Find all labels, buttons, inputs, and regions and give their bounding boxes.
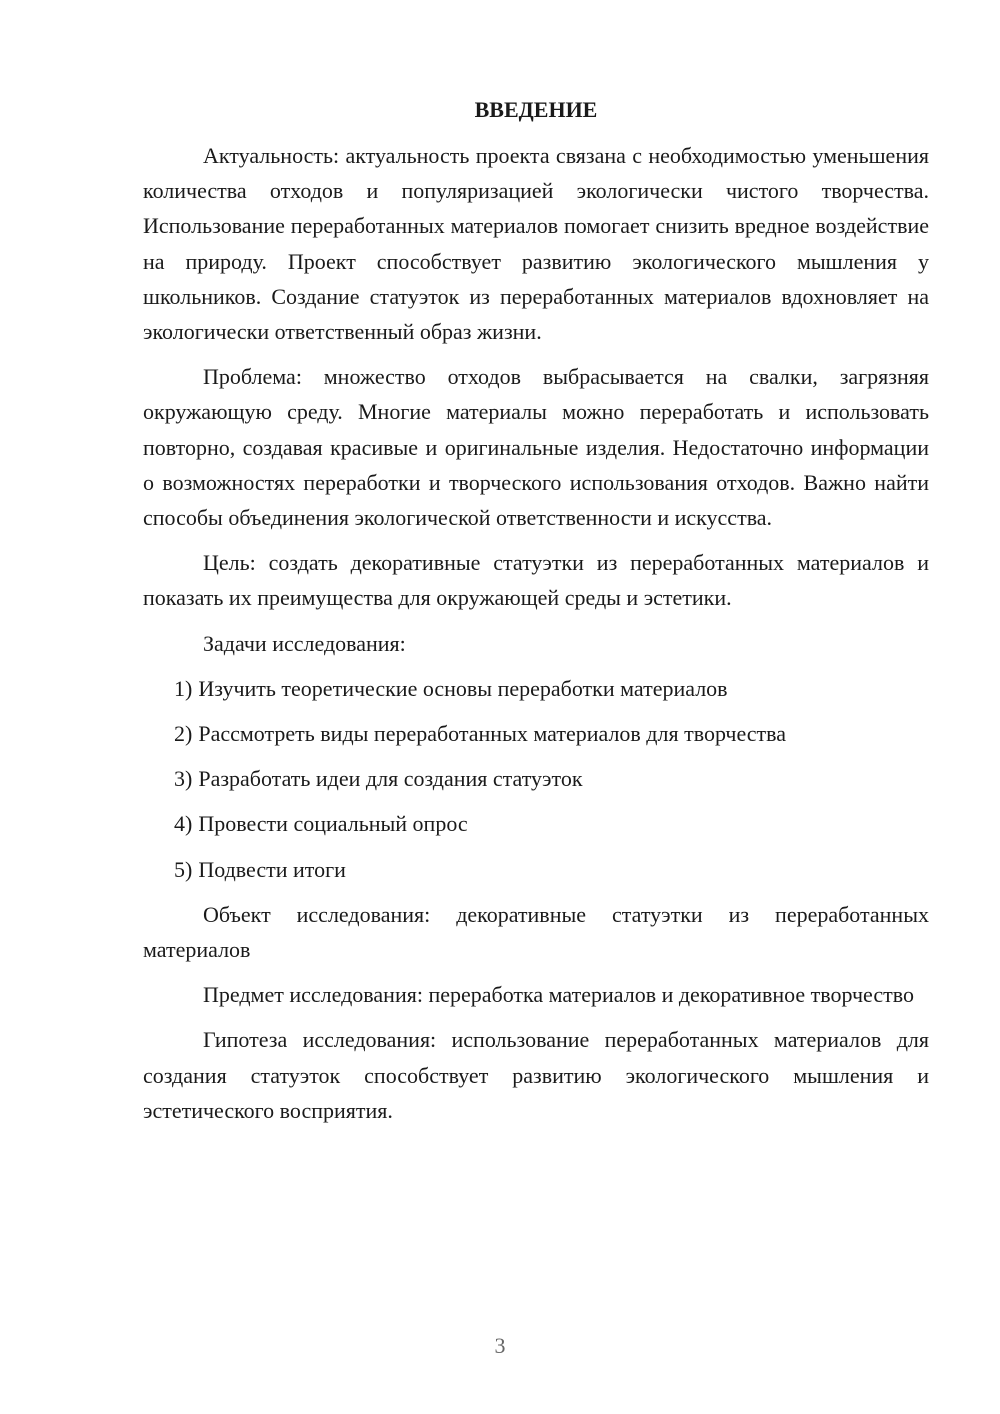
paragraph-goal: Цель: создать декоративные статуэтки из переработанных материалов и показать их преимущества для окружающей среды и эстетики. bbox=[143, 550, 929, 611]
task-text: Изучить теоретические основы переработки материалов bbox=[198, 675, 728, 701]
page-content bbox=[143, 95, 929, 1138]
paragraph-relevance: Актуальность: актуальность проекта связана с необходимостью уменьшения количества отходов и популяризацией экологически чистого творчества. Использование переработанных материалов помогает снизить вредное воздействие на природу. Проект способствует развитию экологического мышления у школьников. Создание статуэток из переработанных материалов вдохновляет на экологически ответственный образ жизни. bbox=[143, 143, 929, 345]
task-item bbox=[143, 852, 929, 887]
task-number: 4) bbox=[174, 811, 193, 837]
page-number: 3 bbox=[494, 1333, 506, 1358]
task-item bbox=[143, 671, 929, 706]
task-item bbox=[143, 806, 929, 841]
task-list bbox=[143, 671, 929, 887]
tasks-heading: Задачи исследования: bbox=[203, 630, 406, 656]
section-title: ВВЕДЕНИЕ bbox=[474, 97, 598, 122]
task-item bbox=[143, 761, 929, 796]
task-text: Провести социальный опрос bbox=[198, 811, 468, 837]
task-text: Разработать идеи для создания статуэток bbox=[198, 766, 583, 792]
paragraph-subject: Предмет исследования: переработка материалов и декоративное творчество bbox=[203, 982, 914, 1008]
paragraph-hypothesis: Гипотеза исследования: использование переработанных материалов для создания статуэток способствует развитию экологического мышления и эстетического восприятия. bbox=[143, 1027, 929, 1123]
task-number: 2) bbox=[174, 721, 193, 747]
task-number: 5) bbox=[174, 856, 193, 882]
task-text: Подвести итоги bbox=[198, 856, 346, 882]
task-text: Рассмотреть виды переработанных материалов для творчества bbox=[198, 721, 787, 747]
paragraph-object: Объект исследования: декоративные статуэтки из переработанных материалов bbox=[143, 901, 929, 963]
task-number: 3) bbox=[174, 766, 193, 792]
task-number: 1) bbox=[174, 675, 193, 701]
task-item bbox=[143, 716, 929, 751]
paragraph-problem: Проблема: множество отходов выбрасывается на свалки, загрязняя окружающую среду. Многие материалы можно переработать и использовать повторно, создавая красивые и оригинальные изделия. Недостаточно информации о возможностях переработки и творческого использования отходов. Важно найти способы объединения экологической ответственности и искусства. bbox=[143, 364, 929, 531]
